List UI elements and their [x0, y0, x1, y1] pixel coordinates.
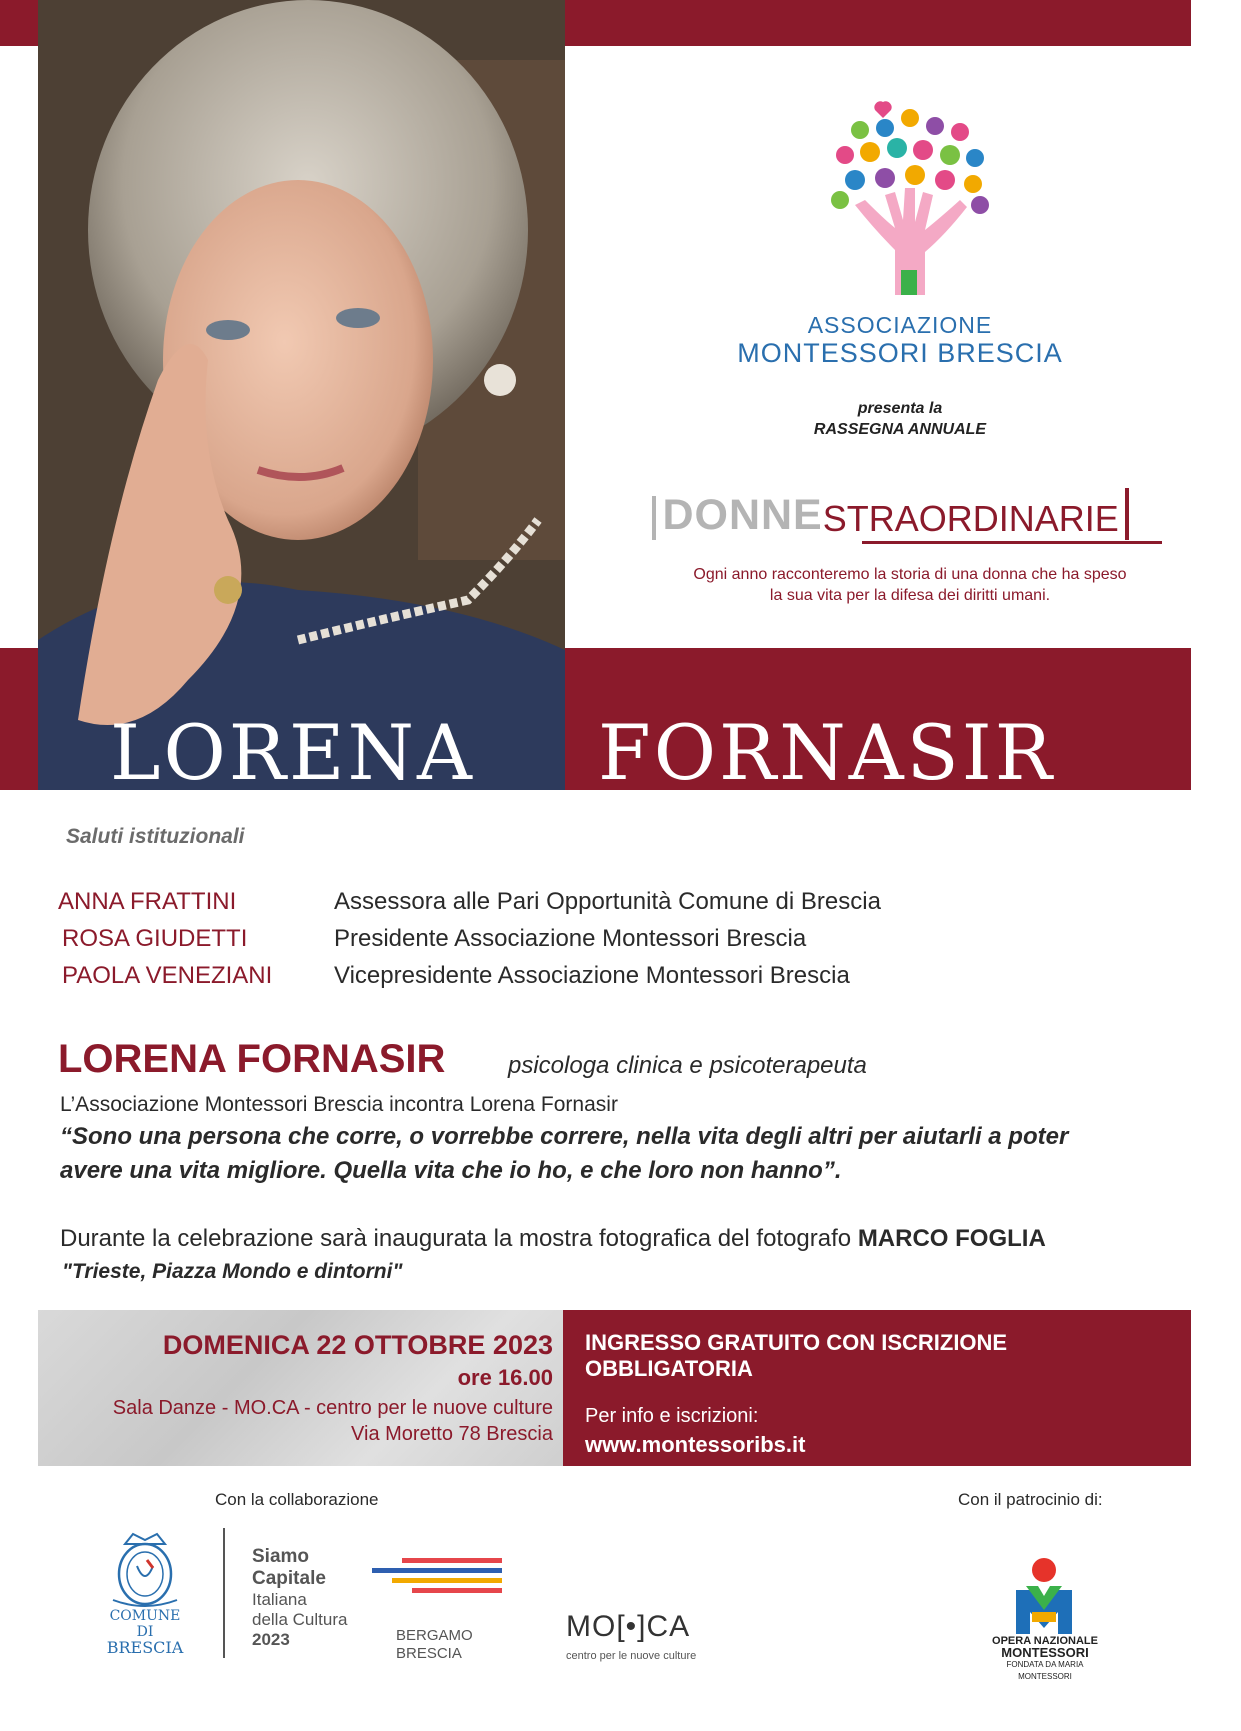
quote-line1: “Sono una persona che corre, o vorrebbe correre, nella vita degli altri per aiutarli a poter [60, 1123, 1069, 1150]
venue-line1: Sala Danze - MO.CA - centro per le nuove culture [112, 1397, 553, 1419]
moca-logo: MO[•]CA [566, 1610, 691, 1643]
mostra-announcement [60, 1225, 1046, 1253]
photographer-name: MARCO FOGLIA [857, 1225, 1046, 1252]
footer-divider [223, 1528, 225, 1658]
capitale-line5: 2023 [252, 1630, 290, 1649]
info-label: Per info e iscrizioni: [585, 1405, 759, 1427]
saluti-person-role: Vicepresidente Associazione Montessori Brescia [334, 962, 850, 989]
onm-line1: OPERA NAZIONALE [992, 1635, 1098, 1647]
portrait-photo [38, 0, 565, 790]
saluti-person-name: PAOLA VENEZIANI [62, 962, 273, 989]
comune-line2: BRESCIA [106, 1638, 184, 1657]
capitale-logo-sub [252, 1590, 347, 1650]
speaker-intro: L’Associazione Montessori Brescia incontra Lorena Fornasir [60, 1093, 618, 1116]
donne-underline [862, 541, 1162, 544]
straordinarie-text: STRAORDINARIE [822, 498, 1119, 539]
capitale-line2: Capitale [252, 1568, 326, 1589]
saluti-person-role: Assessora alle Pari Opportunità Comune di Brescia [334, 888, 881, 915]
donne-straordinarie-logo [652, 488, 1129, 544]
speaker-role: psicologa clinica e psicoterapeuta [508, 1052, 867, 1079]
association-name-line2: MONTESSORI BRESCIA [737, 338, 1063, 368]
website-link[interactable]: www.montessoribs.it [585, 1432, 806, 1457]
registration-line1: INGRESSO GRATUITO CON ISCRIZIONE [585, 1330, 1008, 1355]
opera-montessori-logo-icon [1012, 1556, 1076, 1636]
opera-montessori-text [980, 1635, 1110, 1683]
presenta-line1: presenta la [857, 400, 943, 417]
banner-last-name: FORNASIR [598, 708, 1055, 797]
tagline-line1: Ogni anno racconteremo la storia di una donna che ha speso [693, 566, 1127, 583]
right-bracket [1125, 488, 1129, 540]
event-date: DOMENICA 22 OTTOBRE 2023 [162, 1330, 553, 1360]
onm-line3: FONDATA DA MARIA MONTESSORI [1006, 1660, 1084, 1681]
speaker-quote [60, 1120, 1190, 1188]
registration-box [563, 1310, 1191, 1466]
mostra-title: "Trieste, Piazza Mondo e dintorni" [62, 1260, 403, 1283]
capitale-logo-title [252, 1546, 326, 1590]
comune-logo-text [100, 1608, 190, 1656]
presenta-text [700, 398, 1100, 440]
saluti-heading: Saluti istituzionali [66, 825, 245, 848]
collaboration-label: Con la collaborazione [215, 1490, 379, 1509]
capitale-line3: Italiana [252, 1590, 307, 1609]
tagline-line2: la sua vita per la difesa dei diritti umani. [769, 587, 1051, 604]
event-details-box [38, 1310, 563, 1466]
capitale-line1: Siamo [252, 1546, 310, 1567]
registration-line2: OBBLIGATORIA [585, 1356, 753, 1381]
quote-line2: avere una vita migliore. Quella vita che io ho, e che loro non hanno”. [60, 1157, 842, 1184]
venue-line2: Via Moretto 78 Brescia [351, 1423, 553, 1445]
saluti-person-name: ANNA FRATTINI [58, 888, 237, 915]
comune-line1: COMUNE DI [109, 1608, 181, 1640]
comune-crest-icon [103, 1530, 187, 1610]
patrocinio-label: Con il patrocinio di: [958, 1490, 1103, 1509]
moca-subtitle: centro per le nuove culture [566, 1650, 697, 1662]
banner-first-name: LORENA [110, 708, 475, 797]
onm-line2: MONTESSORI [1001, 1645, 1089, 1660]
donne-text: DONNE [662, 491, 823, 539]
hands-trunk-icon [855, 188, 967, 295]
capitale-stripes-icon [372, 1556, 502, 1596]
tree-hearts-logo [815, 100, 1005, 300]
speaker-name: LORENA FORNASIR [58, 1037, 446, 1081]
mostra-text: Durante la celebrazione sarà inaugurata la mostra fotografica del fotografo [60, 1225, 852, 1252]
capitale-line4: della Cultura [252, 1610, 348, 1629]
left-bracket [652, 496, 656, 540]
bergamo-label: BERGAMO [396, 1627, 473, 1644]
event-time: ore 16.00 [457, 1365, 553, 1390]
saluti-person-name: ROSA GIUDETTI [62, 925, 248, 952]
event-venue [113, 1395, 553, 1447]
presenta-line2: RASSEGNA ANNUALE [813, 421, 987, 438]
bergamo-brescia-text [396, 1627, 473, 1663]
saluti-person-role: Presidente Associazione Montessori Brescia [334, 925, 807, 952]
registration-notice [585, 1330, 1175, 1382]
association-name-line1: ASSOCIAZIONE [807, 312, 993, 338]
brescia-label: BRESCIA [396, 1645, 462, 1662]
rassegna-tagline [640, 564, 1180, 606]
